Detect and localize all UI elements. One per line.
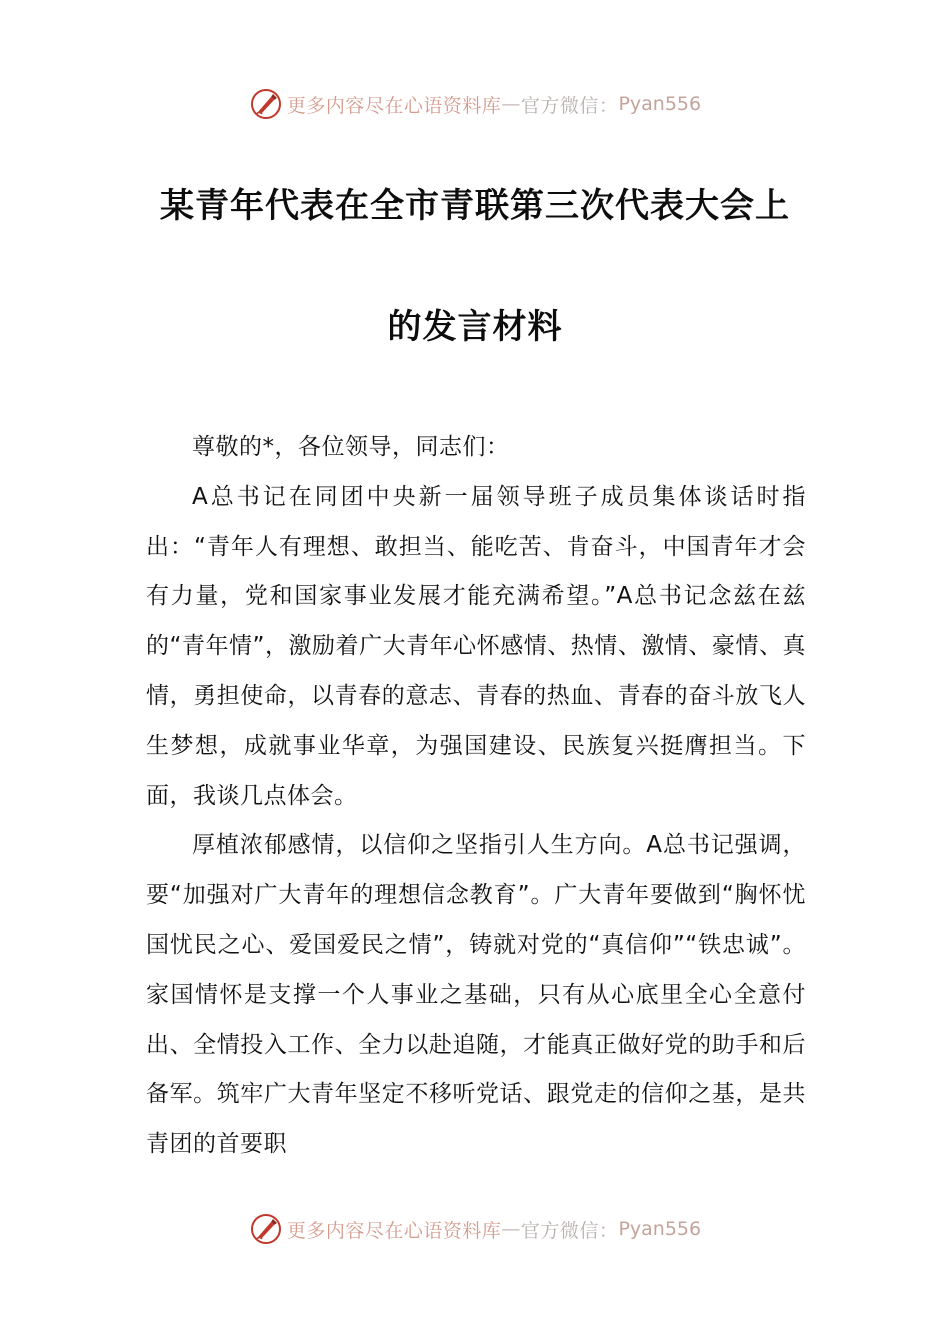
watermark-footer bbox=[0, 1209, 950, 1249]
watermark-brand: 更多内容尽在心语资料库 bbox=[286, 1219, 502, 1242]
paragraph: 厚植浓郁感情，以信仰之坚指引人生方向。A总书记强调，要“加强对广大青年的理想信念教育”。广大青年要做到“胸怀忧国忧民之心、爱国爱民之情”，铸就对党的“真信仰”“铁忠诚”。家国情怀是支撑一个人事业之基础，只有从心底里全心全意付出、全情投入工作、全力以赴追随，才能真正做好党的助手和后备军。筑牢广大青年坚定不移听党话、跟党走的信仰之基，是共青团的首要职 bbox=[146, 832, 806, 1158]
document-title-line-1: 某青年代表在全市青联第三次代表大会上 bbox=[160, 186, 790, 226]
watermark-brand: 更多内容尽在心语资料库 bbox=[286, 94, 502, 117]
watermark-header bbox=[0, 84, 950, 124]
watermark-official-label: 官方微信： bbox=[520, 1219, 619, 1242]
pen-circle-logo-icon bbox=[249, 87, 283, 121]
watermark-separator: — bbox=[501, 93, 521, 115]
paragraph: A总书记在同团中央新一届领导班子成员集体谈话时指出：“青年人有理想、敢担当、能吃苦、肯奋斗，中国青年才会有力量，党和国家事业发展才能充满希望。”A总书记念兹在兹的“青年情”，激励着广大青年心怀感情、热情、激情、豪情、真情，勇担使命，以青春的意志、青春的热血、青春的奋斗放飞人生梦想，成就事业华章，为强国建设、民族复兴挺膺担当。下面，我谈几点体会。 bbox=[146, 483, 806, 809]
watermark-official-label: 官方微信： bbox=[520, 94, 619, 117]
pen-circle-logo-icon bbox=[249, 1212, 283, 1246]
watermark-wechat-id: Pyan556 bbox=[618, 93, 702, 115]
watermark-wechat-id: Pyan556 bbox=[618, 1218, 702, 1240]
document-title-line-2: 的发言材料 bbox=[387, 307, 563, 347]
greeting: 尊敬的*，各位领导，同志们： bbox=[192, 434, 510, 460]
watermark-separator: — bbox=[501, 1218, 521, 1240]
document-body bbox=[146, 423, 806, 1170]
